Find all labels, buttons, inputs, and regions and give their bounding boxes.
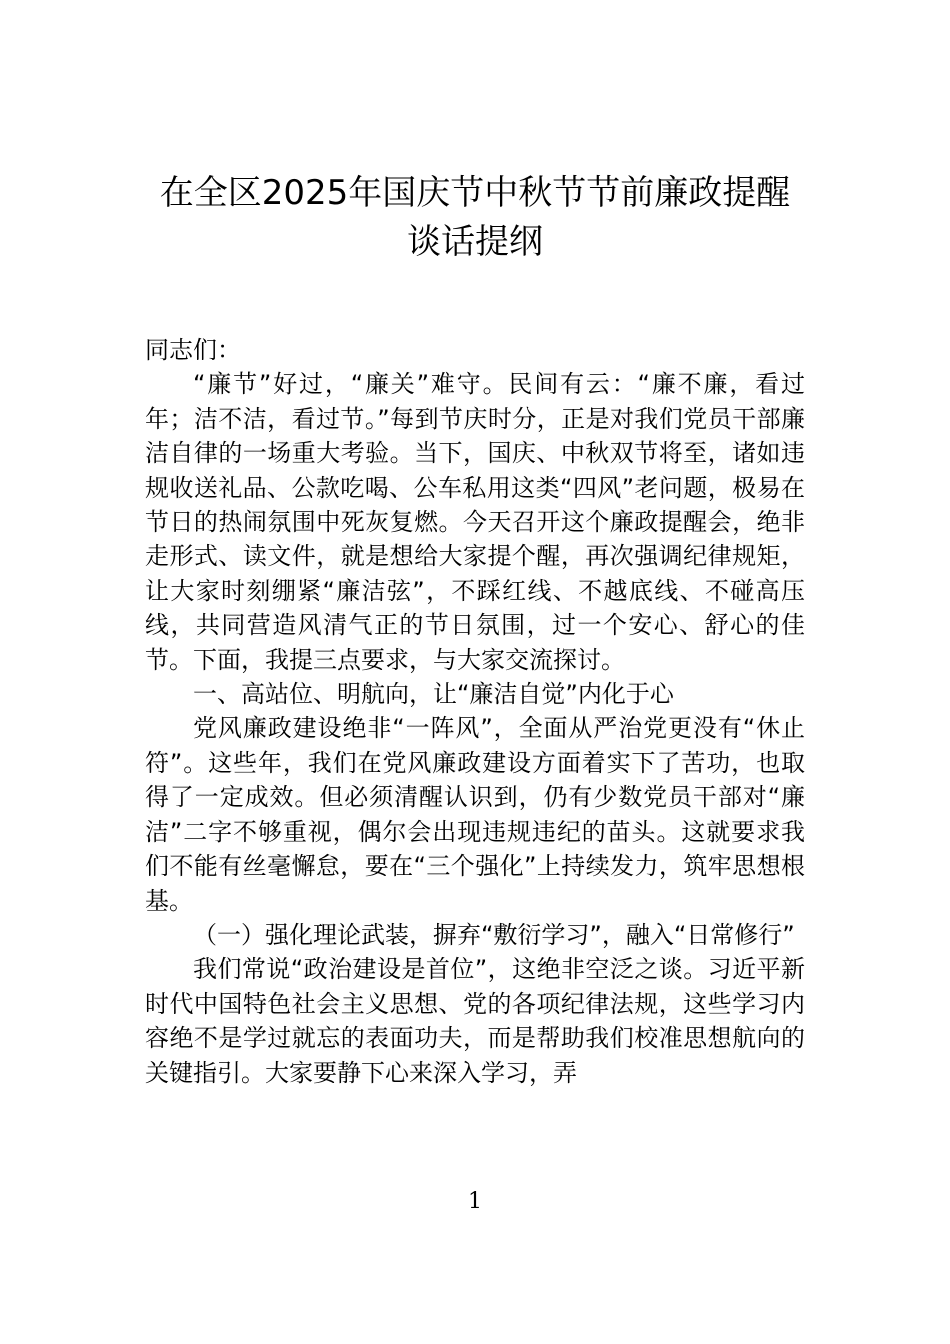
- paragraph-subsection-1: 我们常说“政治建设是首位”，这绝非空泛之谈。习近平新时代中国特色社会主义思想、党的各项纪律法规，这些学习内容绝不是学过就忘的表面功夫，而是帮助我们校准思想航向的关键指引。大家要静下心来深入学习，弄: [145, 955, 805, 1087]
- section-heading-1: 一、高站位、明航向，让“廉洁自觉”内化于心: [193, 680, 674, 709]
- paragraph-intro: “廉节”好过，“廉关”难守。民间有云：“廉不廉，看过年；洁不洁，看过节。”每到节庆时分，正是对我们党员干部廉洁自律的一场重大考验。当下，国庆、中秋双节将至，诸如违规收送礼品、公款吃喝、公车私用这类“四风”老问题，极易在节日的热闹氛围中死灰复燃。今天召开这个廉政提醒会，绝非走形式、读文件，就是想给大家提个醒，再次强调纪律规矩，让大家时刻绷紧“廉洁弦”，不踩红线、不越底线、不碰高压线，共同营造风清气正的节日氛围，过一个安心、舒心的佳节。下面，我提三点要求，与大家交流探讨。: [145, 370, 805, 674]
- document-title-line-2: 谈话提纲: [407, 222, 543, 262]
- document-title-line-1: 在全区2025年国庆节中秋节节前廉政提醒: [159, 173, 791, 213]
- page-number: 1: [468, 1189, 482, 1214]
- salutation: 同志们：: [145, 336, 241, 364]
- subsection-heading-1: （一）强化理论武装，摒弃“敷衍学习”，融入“日常修行”: [193, 920, 795, 949]
- paragraph-section-1: 党风廉政建设绝非“一阵风”，全面从严治党更没有“休止符”。这些年，我们在党风廉政建设方面着实下了苦功，也取得了一定成效。但必须清醒认识到，仍有少数党员干部对“廉洁”二字不够重视，偶尔会出现违规违纪的苗头。这就要求我们不能有丝毫懈怠，要在“三个强化”上持续发力，筑牢思想根基。: [145, 714, 805, 915]
- document-body: [145, 333, 805, 1090]
